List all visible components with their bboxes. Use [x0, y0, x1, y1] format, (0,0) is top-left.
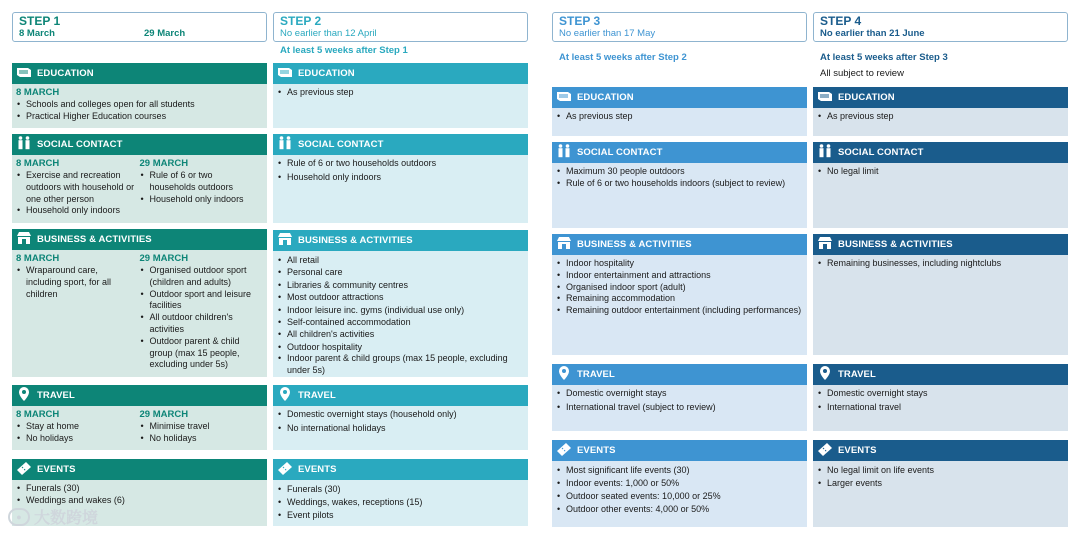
section-date: 29 MARCH [139, 409, 189, 420]
people-icon [556, 144, 577, 161]
section-label: BUSINESS & ACTIVITIES [577, 239, 692, 250]
list-item: • International travel [817, 402, 1064, 414]
section-date: 8 MARCH [16, 253, 60, 264]
section-label: EVENTS [298, 464, 337, 475]
section-label: EDUCATION [577, 92, 634, 103]
list-item: • Larger events [817, 477, 1064, 490]
list-item: • Indoor hospitality [556, 258, 803, 270]
list-item: • Domestic overnight stays [556, 388, 803, 400]
step-2-events [273, 459, 528, 526]
step-date: No earlier than 12 April [280, 28, 377, 39]
list-item: • Remaining businesses, including nightclubs [817, 258, 1064, 270]
list-item: • Outdoor hospitality [277, 341, 524, 353]
list-item: • Minimise travel [140, 421, 260, 433]
book-icon [817, 89, 838, 106]
people-icon [817, 144, 838, 161]
step-3-events [552, 440, 807, 527]
step-3-social-contact [552, 142, 807, 228]
list-item: • Household only indoors [16, 205, 136, 217]
list-item: • Indoor events: 1,000 or 50% [556, 477, 803, 490]
step-3-business [552, 234, 807, 355]
list-item: • All outdoor children's activities [140, 312, 260, 336]
section-date: 8 MARCH [16, 409, 60, 420]
step-4-events [813, 440, 1068, 527]
list-item: • Maximum 30 people outdoors [556, 166, 803, 178]
step-2-education [273, 63, 528, 128]
list-item: • No holidays [16, 433, 136, 445]
people-icon [16, 136, 37, 153]
section-label: TRAVEL [37, 390, 75, 401]
step-2-header [273, 12, 528, 42]
section-label: EDUCATION [298, 68, 355, 79]
section-label: TRAVEL [577, 369, 615, 380]
list-item: • Schools and colleges open for all students [16, 99, 263, 111]
ticket-icon [16, 461, 37, 478]
step-1-travel [12, 385, 267, 450]
list-item: • Rule of 6 or two households outdoors [277, 158, 524, 170]
step-4-header [813, 12, 1068, 42]
list-item: • Event pilots [277, 509, 524, 522]
book-icon [277, 65, 298, 82]
step-2-travel [273, 385, 528, 450]
shop-icon [277, 232, 298, 249]
step-4-social-contact [813, 142, 1068, 228]
section-label: SOCIAL CONTACT [37, 139, 123, 150]
step-title: STEP 1 [19, 14, 61, 28]
step-4-education [813, 87, 1068, 136]
list-item: • Libraries & community centres [277, 279, 524, 291]
step-4-business [813, 234, 1068, 355]
list-item: • Personal care [277, 266, 524, 278]
list-item: • Funerals (30) [16, 483, 263, 495]
list-item: • Weddings, wakes, receptions (15) [277, 496, 524, 509]
book-icon [16, 65, 37, 82]
list-item: • As previous step [277, 87, 524, 99]
section-date: 8 MARCH [16, 87, 60, 98]
watermark [8, 505, 98, 528]
list-item: • Most outdoor attractions [277, 291, 524, 303]
section-label: EDUCATION [838, 92, 895, 103]
step-1-header [12, 12, 267, 42]
section-label: SOCIAL CONTACT [298, 139, 384, 150]
list-item: • Organised outdoor sport (children and adults) [140, 265, 260, 289]
section-label: TRAVEL [838, 369, 876, 380]
step-2-business [273, 230, 528, 377]
step-3-education [552, 87, 807, 136]
list-item: • Organised indoor sport (adult) [556, 282, 803, 294]
list-item: • International travel (subject to review) [556, 402, 803, 414]
step-1-social-contact [12, 134, 267, 223]
step-date: 29 March [144, 28, 186, 39]
location-pin-icon [556, 366, 577, 383]
shop-icon [16, 231, 37, 248]
list-item: • Domestic overnight stays [817, 388, 1064, 400]
list-item: • Indoor leisure inc. gyms (individual use only) [277, 304, 524, 316]
list-item: • Remaining accommodation [556, 293, 803, 305]
list-item: • All children's activities [277, 328, 524, 340]
step-date: 8 March [19, 28, 55, 39]
shop-icon [817, 236, 838, 253]
step-date: No earlier than 21 June [820, 28, 925, 39]
list-item: • Weddings and wakes (6) [16, 495, 263, 507]
location-pin-icon [817, 366, 838, 383]
watermark-text: 大数跨境 [34, 510, 99, 527]
step-3-note: At least 5 weeks after Step 2 [559, 52, 687, 63]
step-4-note: At least 5 weeks after Step 3 [820, 52, 948, 63]
location-pin-icon [16, 387, 37, 404]
list-item: • Outdoor other events: 4,000 or 50% [556, 503, 803, 516]
list-item: • Practical Higher Education courses [16, 111, 263, 123]
list-item: • Household only indoors [277, 172, 524, 184]
book-icon [556, 89, 577, 106]
list-item: • As previous step [556, 111, 803, 123]
step-title: STEP 2 [280, 14, 322, 28]
list-item: • Rule of 6 or two households outdoors [140, 170, 260, 194]
list-item: • No legal limit on life events [817, 464, 1064, 477]
section-label: EVENTS [37, 464, 76, 475]
list-item: • Rule of 6 or two households indoors (subject to review) [556, 178, 803, 190]
step-4-subject-note: All subject to review [820, 68, 904, 79]
section-date: 29 MARCH [139, 158, 189, 169]
step-2-social-contact [273, 134, 528, 223]
list-item: • As previous step [817, 111, 1064, 123]
list-item: • Exercise and recreation outdoors with household or one other person [16, 170, 136, 205]
list-item: • All retail [277, 254, 524, 266]
section-label: SOCIAL CONTACT [838, 147, 924, 158]
ticket-icon [277, 461, 298, 478]
step-3-header [552, 12, 807, 42]
list-item: • Indoor entertainment and attractions [556, 270, 803, 282]
list-item: • Wraparound care, including sport, for all children [16, 265, 136, 300]
list-item: • Stay at home [16, 421, 136, 433]
list-item: • Outdoor parent & child group (max 15 people, excluding under 5s) [140, 336, 260, 371]
section-date: 29 MARCH [139, 253, 189, 264]
step-3-travel [552, 364, 807, 431]
section-label: BUSINESS & ACTIVITIES [298, 235, 413, 246]
section-label: BUSINESS & ACTIVITIES [37, 234, 152, 245]
shop-icon [556, 236, 577, 253]
list-item: • Household only indoors [140, 194, 260, 206]
watermark-logo-icon: ● [8, 508, 30, 526]
list-item: • Outdoor sport and leisure facilities [140, 289, 260, 313]
section-date: 8 MARCH [16, 158, 60, 169]
section-label: SOCIAL CONTACT [577, 147, 663, 158]
list-item: • Self-contained accommodation [277, 316, 524, 328]
ticket-icon [817, 442, 838, 459]
list-item: • Indoor parent & child groups (max 15 people, excluding under 5s) [277, 353, 524, 376]
list-item: • Funerals (30) [277, 483, 524, 496]
list-item: • Outdoor seated events: 10,000 or 25% [556, 490, 803, 503]
step-title: STEP 3 [559, 14, 601, 28]
step-2-note: At least 5 weeks after Step 1 [280, 45, 408, 56]
list-item: • Most significant life events (30) [556, 464, 803, 477]
step-title: STEP 4 [820, 14, 862, 28]
list-item: • Domestic overnight stays (household only) [277, 409, 524, 421]
list-item: • Remaining outdoor entertainment (including performances) [556, 305, 803, 317]
step-1-business [12, 229, 267, 377]
list-item: • No holidays [140, 433, 260, 445]
section-label: EDUCATION [37, 68, 94, 79]
list-item: • No international holidays [277, 423, 524, 435]
step-date: No earlier than 17 May [559, 28, 656, 39]
people-icon [277, 136, 298, 153]
step-4-travel [813, 364, 1068, 431]
section-label: BUSINESS & ACTIVITIES [838, 239, 953, 250]
ticket-icon [556, 442, 577, 459]
section-label: EVENTS [838, 445, 877, 456]
step-1-education [12, 63, 267, 128]
section-label: TRAVEL [298, 390, 336, 401]
location-pin-icon [277, 387, 298, 404]
list-item: • No legal limit [817, 166, 1064, 178]
section-label: EVENTS [577, 445, 616, 456]
